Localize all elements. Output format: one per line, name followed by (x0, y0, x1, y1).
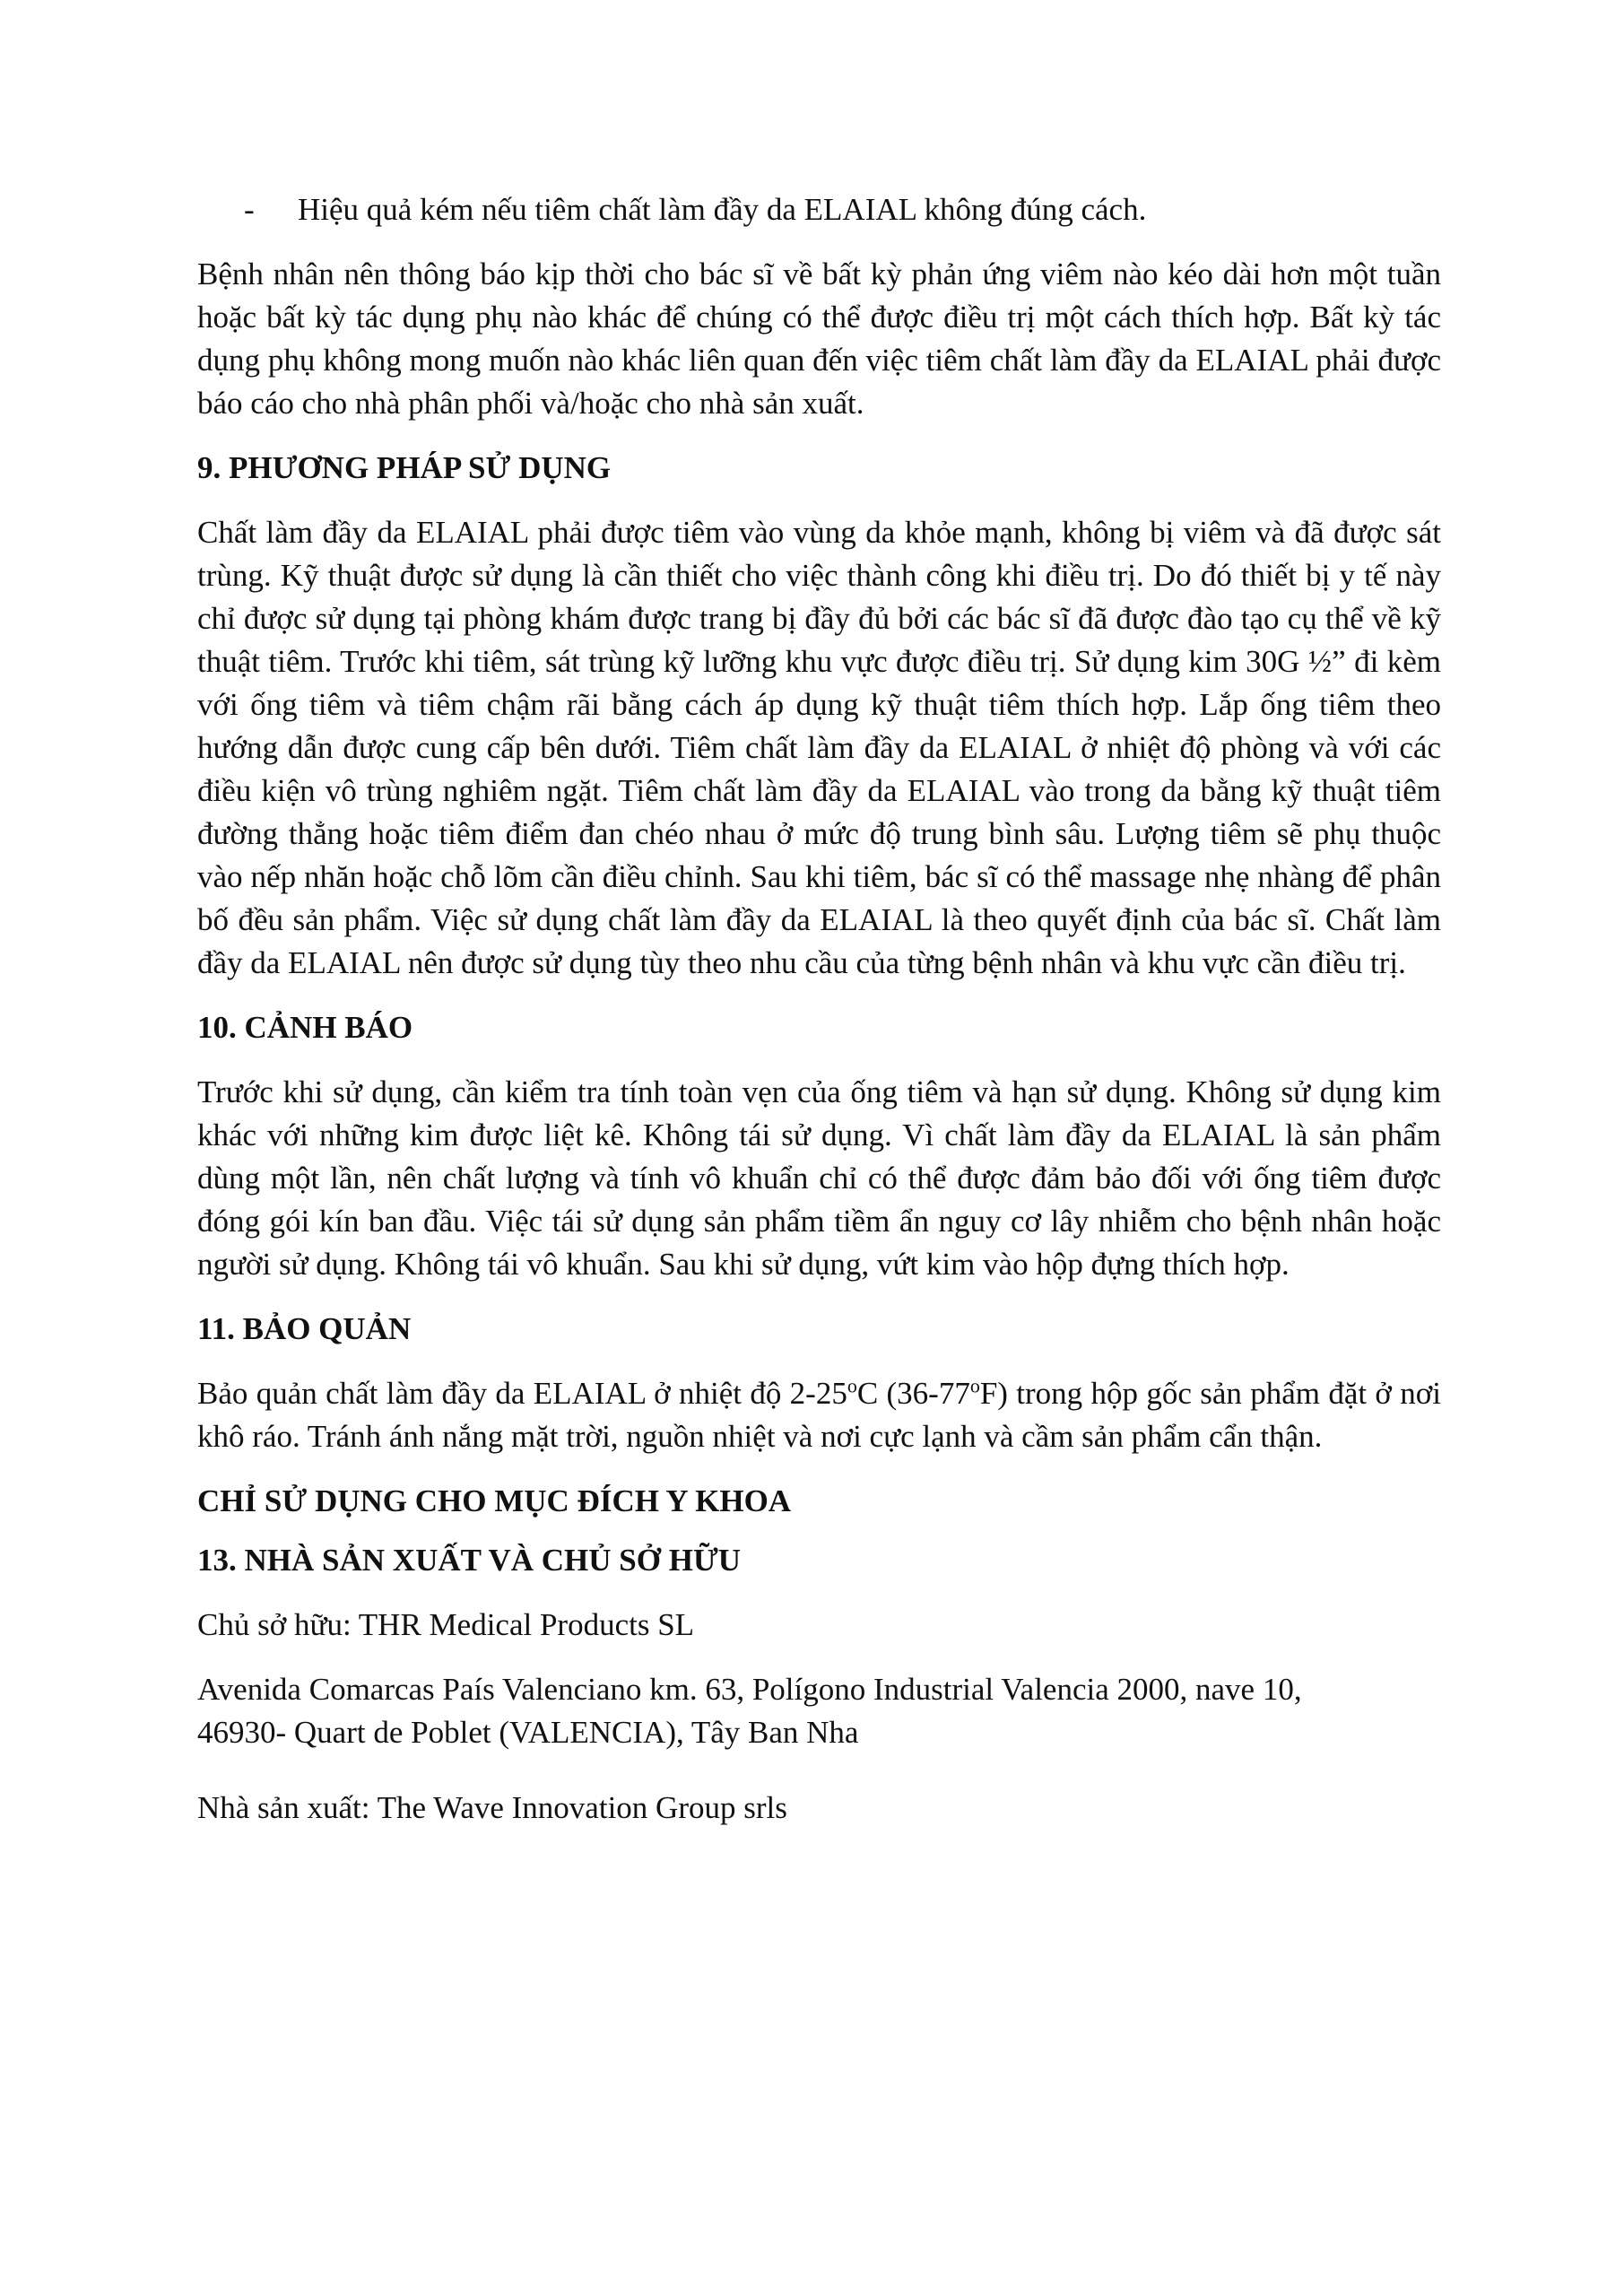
medical-use-heading: CHỈ SỬ DỤNG CHO MỤC ĐÍCH Y KHOA (197, 1483, 792, 1518)
section-9-heading: 9. PHƯƠNG PHÁP SỬ DỤNG (197, 450, 612, 485)
bullet-item (197, 188, 1441, 231)
section-9-body: Chất làm đầy da ELAIAL phải được tiêm vào vùng da khỏe mạnh, không bị viêm và đã được sát trùng. Kỹ thuật được sử dụng là cần thiết cho việc thành công khi điều trị. Do đó thiết bị y tế này chỉ được sử dụng tại phòng khám được trang bị đầy đủ bởi các bác sĩ đã được đào tạo cụ thể về kỹ thuật tiêm. Trước khi tiêm, sát trùng kỹ lưỡng khu vực được điều trị. Sử dụng kim 30G ½” đi kèm với ống tiêm và tiêm chậm rãi bằng cách áp dụng kỹ thuật tiêm thích hợp. Lắp ống tiêm theo hướng dẫn được cung cấp bên dưới. Tiêm chất làm đầy da ELAIAL ở nhiệt độ phòng và với các điều kiện vô trùng nghiêm ngặt. Tiêm chất làm đầy da ELAIAL vào trong da bằng kỹ thuật tiêm đường thẳng hoặc tiêm điểm đan chéo nhau ở mức độ trung bình sâu. Lượng tiêm sẽ phụ thuộc vào nếp nhăn hoặc chỗ lõm cần điều chỉnh. Sau khi tiêm, bác sĩ có thể massage nhẹ nhàng để phân bố đều sản phẩm. Việc sử dụng chất làm đầy da ELAIAL là theo quyết định của bác sĩ. Chất làm đầy da ELAIAL nên được sử dụng tùy theo nhu cầu của từng bệnh nhân và khu vực cần điều trị. (197, 515, 1441, 980)
manufacturer-line: Nhà sản xuất: The Wave Innovation Group srls (197, 1790, 787, 1825)
address-line-2: 46930- Quart de Poblet (VALENCIA), Tây Ban Nha (197, 1715, 859, 1750)
intro-paragraph: Bệnh nhân nên thông báo kịp thời cho bác sĩ về bất kỳ phản ứng viêm nào kéo dài hơn một tuần hoặc bất kỳ tác dụng phụ nào khác để chúng có thể được điều trị một cách thích hợp. Bất kỳ tác dụng phụ không mong muốn nào khác liên quan đến việc tiêm chất làm đầy da ELAIAL phải được báo cáo cho nhà phân phối và/hoặc cho nhà sản xuất. (197, 257, 1441, 421)
storage-text-part2: C (36-77 (856, 1376, 970, 1411)
spacer (197, 1776, 1441, 1787)
owner-address (197, 1668, 1441, 1754)
section-10-body: Trước khi sử dụng, cần kiểm tra tính toàn vẹn của ống tiêm và hạn sử dụng. Không sử dụng kim khác với những kim được liệt kê. Không tái sử dụng. Vì chất làm đầy da ELAIAL là sản phẩm dùng một lần, nên chất lượng và tính vô khuẩn chỉ có thể được đảm bảo đối với ống tiêm được đóng gói kín ban đầu. Việc tái sử dụng sản phẩm tiềm ẩn nguy cơ lây nhiễm cho bệnh nhân hoặc người sử dụng. Không tái vô khuẩn. Sau khi sử dụng, vứt kim vào hộp đựng thích hợp. (197, 1074, 1441, 1282)
degree-superscript-2: o (969, 1374, 980, 1397)
owner-line: Chủ sở hữu: THR Medical Products SL (197, 1607, 695, 1642)
storage-text-part1: Bảo quản chất làm đầy da ELAIAL ở nhiệt độ 2-25 (197, 1376, 847, 1411)
section-11-heading: 11. BẢO QUẢN (197, 1311, 412, 1346)
section-10-heading: 10. CẢNH BÁO (197, 1010, 413, 1045)
address-line-1: Avenida Comarcas País Valenciano km. 63, Polígono Industrial Valencia 2000, nave 10, (197, 1672, 1302, 1707)
section-13-heading: 13. NHÀ SẢN XUẤT VÀ CHỦ SỞ HỮU (197, 1543, 742, 1578)
section-11-body (197, 1372, 1441, 1458)
storage-text-part3: F) trong hộp gốc sản phẩm đặt ở nơi khô ráo. Tránh ánh nắng mặt trời, nguồn nhiệt và nơi cực lạnh và cầm sản phẩm cẩn thận. (197, 1376, 1442, 1454)
degree-superscript-1: o (847, 1374, 857, 1397)
bullet-dash: - (244, 192, 255, 227)
document-page (197, 188, 1441, 1851)
bullet-text: Hiệu quả kém nếu tiêm chất làm đầy da ELAIAL không đúng cách. (298, 192, 1147, 227)
